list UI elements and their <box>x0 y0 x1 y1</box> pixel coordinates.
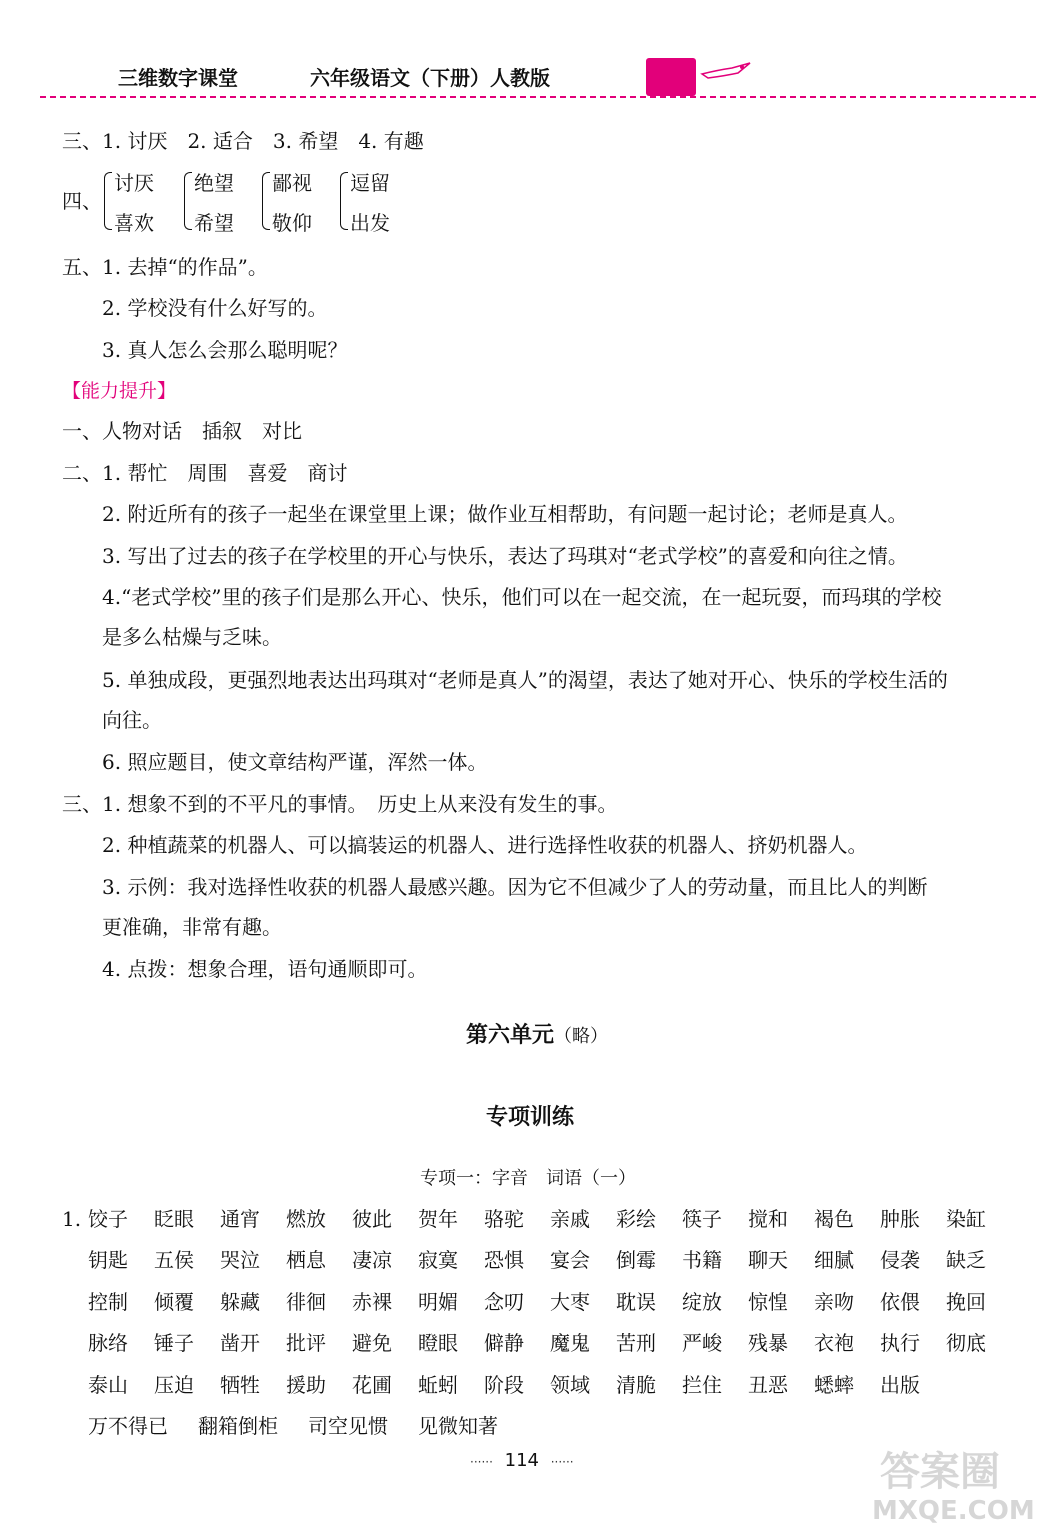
word: 丑恶 <box>748 1373 788 1397</box>
word: 贺年 <box>418 1207 458 1231</box>
word: 耽误 <box>616 1290 656 1314</box>
word: 倒霉 <box>616 1248 656 1272</box>
word: 花圃 <box>352 1373 392 1397</box>
answer-a2-6: 6. 照应题目，使文章结构严谨，浑然一体。 <box>102 750 488 774</box>
pair-2-bottom: 希望 <box>194 211 234 235</box>
word: 蟋蟀 <box>814 1373 854 1397</box>
word-row <box>88 1247 1012 1273</box>
idiom: 翻箱倒柜 <box>198 1414 278 1438</box>
word: 燃放 <box>286 1207 326 1231</box>
word: 锤子 <box>154 1331 194 1355</box>
word: 亲吻 <box>814 1290 854 1314</box>
word: 牺牲 <box>220 1373 260 1397</box>
word: 挽回 <box>946 1290 986 1314</box>
page-dots-right: ······ <box>550 1455 574 1469</box>
word: 瞪眼 <box>418 1331 458 1355</box>
page-number-text: 114 <box>504 1450 539 1471</box>
word: 躲藏 <box>220 1290 260 1314</box>
brace-1 <box>104 172 112 230</box>
answer-a2-5-line1: 5. 单独成段，更强烈地表达出玛琪对“老师是真人”的渴望，表达了她对开心、快乐的学校生活的 <box>102 668 948 692</box>
word: 五侯 <box>154 1248 194 1272</box>
pair-3-bottom: 敬仰 <box>272 211 312 235</box>
unit6-title <box>466 1018 608 1049</box>
answer-a2-5-line2: 向往。 <box>102 708 162 732</box>
answer-a3-4: 4. 点拨：想象合理，语句通顺即可。 <box>102 957 428 981</box>
header-book-title: 六年级语文（下册）人教版 <box>310 66 550 90</box>
brace-3 <box>262 172 270 230</box>
answer-a2-4-line2: 是多么枯燥与乏味。 <box>102 625 282 649</box>
word: 搅和 <box>748 1207 788 1231</box>
word: 拦住 <box>682 1373 722 1397</box>
word-row <box>88 1206 1012 1232</box>
word: 凄凉 <box>352 1248 392 1272</box>
word-row <box>88 1330 1012 1356</box>
special-training-title: 专项训练 <box>486 1105 575 1130</box>
word: 倾覆 <box>154 1290 194 1314</box>
word: 栖息 <box>286 1248 326 1272</box>
word: 赤裸 <box>352 1290 392 1314</box>
word: 依偎 <box>880 1290 920 1314</box>
brace-2 <box>184 172 192 230</box>
header-divider <box>40 96 1036 98</box>
page-dots-left: ······ <box>470 1455 493 1469</box>
word: 细腻 <box>814 1248 854 1272</box>
idiom: 见微知著 <box>418 1414 498 1438</box>
word-row <box>88 1372 946 1398</box>
unit6-note: （略） <box>554 1026 609 1047</box>
special-training-subtitle: 专项一：字音 词语（一） <box>420 1168 636 1189</box>
word: 凿开 <box>220 1331 260 1355</box>
page-number <box>470 1450 574 1471</box>
word: 恐惧 <box>484 1248 524 1272</box>
idiom-row <box>88 1413 528 1439</box>
word: 脉络 <box>88 1331 128 1355</box>
word: 执行 <box>880 1331 920 1355</box>
word: 大枣 <box>550 1290 590 1314</box>
word: 领域 <box>550 1373 590 1397</box>
pair-2-top: 绝望 <box>194 171 234 195</box>
answer-a2-3: 3. 写出了过去的孩子在学校里的开心与快乐，表达了玛琪对“老式学校”的喜爱和向往之情。 <box>102 544 908 568</box>
answer-s5-2: 2. 学校没有什么好写的。 <box>102 296 328 320</box>
word: 念叨 <box>484 1290 524 1314</box>
word: 泰山 <box>88 1373 128 1397</box>
answer-a3-1: 三、1. 想象不到的不平凡的事情。 历史上从来没有发生的事。 <box>62 792 618 816</box>
word: 避免 <box>352 1331 392 1355</box>
word: 寂寞 <box>418 1248 458 1272</box>
answer-a2-2: 2. 附近所有的孩子一起坐在课堂里上课；做作业互相帮助，有问题一起讨论；老师是真人。 <box>102 502 908 526</box>
word: 筷子 <box>682 1207 722 1231</box>
word: 彻底 <box>946 1331 986 1355</box>
word: 宴会 <box>550 1248 590 1272</box>
word: 衣袍 <box>814 1331 854 1355</box>
answer-s3: 三、1. 讨厌 2. 适合 3. 希望 4. 有趣 <box>62 129 424 153</box>
word: 严峻 <box>682 1331 722 1355</box>
word: 惊惶 <box>748 1290 788 1314</box>
word: 出版 <box>880 1373 920 1397</box>
word: 魔鬼 <box>550 1331 590 1355</box>
answer-a2-1: 二、1. 帮忙 周围 喜爱 商讨 <box>62 461 348 485</box>
pair-4-bottom: 出发 <box>350 211 390 235</box>
pair-4-top: 逗留 <box>350 171 390 195</box>
word: 苦刑 <box>616 1331 656 1355</box>
word: 蚯蚓 <box>418 1373 458 1397</box>
word: 阶段 <box>484 1373 524 1397</box>
word-row <box>88 1289 1012 1315</box>
pair-1-bottom: 喜欢 <box>114 211 154 235</box>
word: 亲戚 <box>550 1207 590 1231</box>
word: 骆驼 <box>484 1207 524 1231</box>
answer-a2-4-line1: 4.“老式学校”里的孩子们是那么开心、快乐，他们可以在一起交流，在一起玩耍，而玛琪的学校 <box>102 585 942 609</box>
word: 控制 <box>88 1290 128 1314</box>
answer-a3-3-line2: 更准确，非常有趣。 <box>102 915 282 939</box>
idiom: 司空见惯 <box>308 1414 388 1438</box>
word: 聊天 <box>748 1248 788 1272</box>
word: 徘徊 <box>286 1290 326 1314</box>
word: 饺子 <box>88 1207 128 1231</box>
answer-a3-3-line1: 3. 示例：我对选择性收获的机器人最感兴趣。因为它不但减少了人的劳动量，而且比人的判断 <box>102 875 928 899</box>
word: 褐色 <box>814 1207 854 1231</box>
word: 肿胀 <box>880 1207 920 1231</box>
unit6-title-text: 第六单元 <box>466 1023 555 1048</box>
section-tag-ability: 【能力提升】 <box>62 380 177 402</box>
word: 钥匙 <box>88 1248 128 1272</box>
pair-1-top: 讨厌 <box>114 171 154 195</box>
rocket-icon <box>698 60 754 82</box>
word: 明媚 <box>418 1290 458 1314</box>
word: 通宵 <box>220 1207 260 1231</box>
header-logo-block <box>646 58 696 96</box>
word: 僻静 <box>484 1331 524 1355</box>
brace-4 <box>340 172 348 230</box>
word: 彼此 <box>352 1207 392 1231</box>
word: 残暴 <box>748 1331 788 1355</box>
answer-s4-label: 四、 <box>62 189 102 213</box>
header-series: 三维数字课堂 <box>118 66 238 90</box>
word: 绽放 <box>682 1290 722 1314</box>
pair-3-top: 鄙视 <box>272 171 312 195</box>
word: 书籍 <box>682 1248 722 1272</box>
watermark-logo: 答案圈 <box>880 1449 1000 1495</box>
word: 彩绘 <box>616 1207 656 1231</box>
word: 压迫 <box>154 1373 194 1397</box>
word: 侵袭 <box>880 1248 920 1272</box>
answer-s5-3: 3. 真人怎么会那么聪明呢？ <box>102 338 348 362</box>
word: 批评 <box>286 1331 326 1355</box>
answer-s5-1: 五、1. 去掉“的作品”。 <box>62 255 268 279</box>
idiom: 万不得已 <box>88 1414 168 1438</box>
word: 清脆 <box>616 1373 656 1397</box>
word: 眨眼 <box>154 1207 194 1231</box>
watermark-url: MXQE.COM <box>872 1496 1035 1526</box>
answer-a3-2: 2. 种植蔬菜的机器人、可以搞装运的机器人、进行选择性收获的机器人、挤奶机器人。 <box>102 833 868 857</box>
word: 染缸 <box>946 1207 986 1231</box>
word-list-label: 1. <box>62 1207 82 1231</box>
answer-a1: 一、人物对话 插叙 对比 <box>62 419 302 443</box>
word: 缺乏 <box>946 1248 986 1272</box>
word: 哭泣 <box>220 1248 260 1272</box>
word: 援助 <box>286 1373 326 1397</box>
